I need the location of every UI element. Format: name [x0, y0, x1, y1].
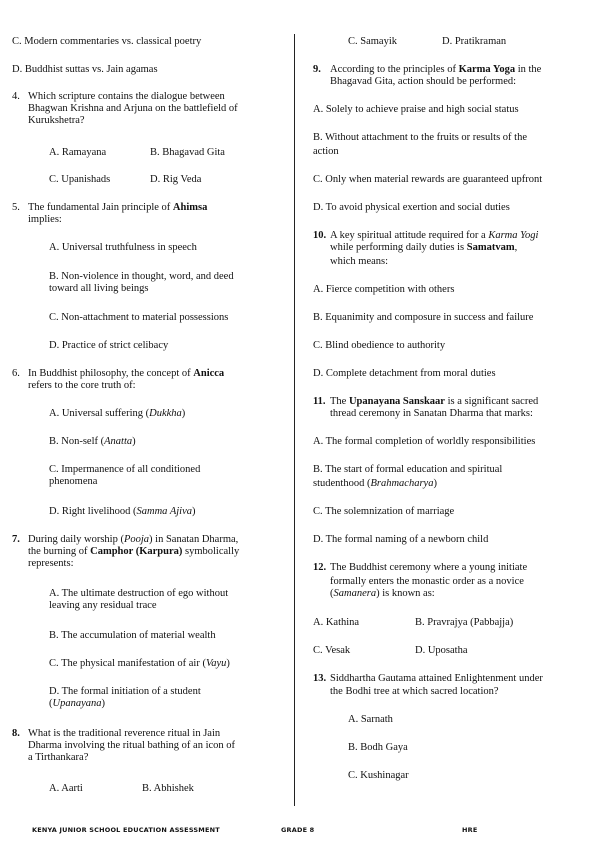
- q5-option-d: D. Practice of strict celibacy: [49, 340, 169, 351]
- q11-line2: thread ceremony in Sanatan Dharma that marks:: [330, 408, 533, 419]
- q5-option-b-line2: toward all living beings: [49, 283, 149, 294]
- q4-option-d: D. Rig Veda: [150, 174, 202, 185]
- q8-line3: a Tirthankara?: [28, 752, 89, 763]
- q12-option-b: B. Pravrajya (Pabbajja): [415, 617, 514, 628]
- q13-option-b: B. Bodh Gaya: [348, 742, 408, 753]
- footer-subject: HRE: [462, 826, 478, 834]
- q13-line2: the Bodhi tree at which sacred location?: [330, 686, 499, 697]
- q11-option-c: C. The solemnization of marriage: [313, 506, 455, 517]
- q6-option-b: B. Non-self (Anatta): [49, 436, 136, 447]
- q9-option-c: C. Only when material rewards are guaranteed upfront: [313, 174, 543, 185]
- q9-option-a: A. Solely to achieve praise and high social status: [313, 104, 519, 115]
- q4-number: 4.: [12, 91, 20, 102]
- q5-line1: The fundamental Jain principle of Ahimsa: [28, 202, 208, 213]
- q13-number: 13.: [313, 673, 327, 684]
- q8-option-c: C. Samayik: [348, 36, 397, 47]
- q5-option-a: A. Universal truthfulness in speech: [49, 242, 197, 253]
- q5-number: 5.: [12, 202, 20, 213]
- q4-option-c: C. Upanishads: [49, 174, 111, 185]
- q7-option-a-line2: leaving any residual trace: [49, 600, 157, 611]
- footer-school: KENYA JUNIOR SCHOOL EDUCATION ASSESSMENT: [32, 826, 220, 834]
- q9-line1: According to the principles of Karma Yoga in the: [330, 64, 542, 75]
- q11-option-a: A. The formal completion of worldly responsibilities: [313, 436, 536, 447]
- q10-option-b: B. Equanimity and composure in success and failure: [313, 312, 534, 323]
- q12-option-a: A. Kathina: [313, 617, 360, 628]
- q11-option-b-line2: studenthood (Brahmacharya): [313, 478, 437, 489]
- q10-line2: while performing daily duties is Samatvam,: [330, 242, 518, 253]
- q6-option-a: A. Universal suffering (Dukkha): [49, 408, 186, 419]
- q7-line2: the burning of Camphor (Karpura) symbolically: [28, 546, 240, 557]
- q10-option-a: A. Fierce competition with others: [313, 284, 455, 295]
- q12-number: 12.: [313, 562, 327, 573]
- q13-line1: Siddhartha Gautama attained Enlightenment under: [330, 673, 543, 684]
- q10-option-d: D. Complete detachment from moral duties: [313, 368, 496, 379]
- q8-line2: Dharma involving the ritual bathing of an icon of: [28, 740, 236, 751]
- q6-number: 6.: [12, 368, 20, 379]
- q6-option-d: D. Right livelihood (Samma Ajiva): [49, 506, 196, 517]
- q9-option-b-line2: action: [313, 146, 339, 157]
- q4-option-a: A. Ramayana: [49, 147, 107, 158]
- q12-option-c: C. Vesak: [313, 645, 351, 656]
- q10-number: 10.: [313, 230, 327, 241]
- q11-option-b-line1: B. The start of formal education and spiritual: [313, 464, 503, 475]
- footer-grade: GRADE 8: [281, 826, 315, 834]
- q7-number: 7.: [12, 534, 20, 545]
- q8-option-a: A. Aarti: [49, 783, 83, 794]
- q11-number: 11.: [313, 396, 326, 407]
- q7-line3: represents:: [28, 558, 74, 569]
- q8-option-b: B. Abhishek: [142, 783, 194, 794]
- q9-line2: Bhagavad Gita, action should be performed:: [330, 76, 517, 87]
- q6-option-c-line1: C. Impermanence of all conditioned: [49, 464, 201, 475]
- q4-option-b: B. Bhagavad Gita: [150, 147, 225, 158]
- q8-option-d: D. Pratikraman: [442, 36, 507, 47]
- q12-option-d: D. Uposatha: [415, 645, 468, 656]
- q9-number: 9.: [313, 64, 321, 75]
- q4-line1: Which scripture contains the dialogue between: [28, 91, 225, 102]
- column-divider: [294, 34, 295, 806]
- q13-option-c: C. Kushinagar: [348, 770, 409, 781]
- q10-line3: which means:: [330, 256, 389, 267]
- q7-option-b: B. The accumulation of material wealth: [49, 630, 216, 641]
- q9-option-d: D. To avoid physical exertion and social duties: [313, 202, 510, 213]
- q13-option-a: A. Sarnath: [348, 714, 393, 725]
- q6-line2: refers to the core truth of:: [28, 380, 136, 391]
- q12-line2: formally enters the monastic order as a novice: [330, 576, 524, 587]
- q8-line1: What is the traditional reverence ritual in Jain: [28, 728, 221, 739]
- q7-option-c: C. The physical manifestation of air (Vayu): [49, 658, 230, 669]
- q6-option-c-line2: phenomena: [49, 476, 98, 487]
- q5-line2: implies:: [28, 214, 62, 225]
- q5-option-b-line1: B. Non-violence in thought, word, and deed: [49, 271, 234, 282]
- q10-line1: A key spiritual attitude required for a Karma Yogi: [330, 230, 539, 241]
- q11-option-d: D. The formal naming of a newborn child: [313, 534, 489, 545]
- q12-line1: The Buddhist ceremony where a young initiate: [330, 562, 528, 573]
- q7-option-d-line1: D. The formal initiation of a student: [49, 686, 201, 697]
- q7-option-a-line1: A. The ultimate destruction of ego without: [49, 588, 229, 599]
- q9-option-b-line1: B. Without attachment to the fruits or results of the: [313, 132, 528, 143]
- q7-option-d-line2: (Upanayana): [49, 698, 105, 709]
- q7-line1: During daily worship (Pooja) in Sanatan Dharma,: [28, 534, 239, 545]
- option-d-prev: D. Buddhist suttas vs. Jain agamas: [12, 64, 158, 75]
- q10-option-c: C. Blind obedience to authority: [313, 340, 446, 351]
- q4-line3: Kurukshetra?: [28, 115, 85, 126]
- q5-option-c: C. Non-attachment to material possessions: [49, 312, 229, 323]
- q11-line1: The Upanayana Sanskaar is a significant sacred: [330, 396, 539, 407]
- q6-line1: In Buddhist philosophy, the concept of Anicca: [28, 368, 225, 379]
- q4-line2: Bhagwan Krishna and Arjuna on the battlefield of: [28, 103, 238, 114]
- q8-number: 8.: [12, 728, 20, 739]
- q12-line3: (Samanera) is known as:: [330, 588, 435, 599]
- option-c-prev: C. Modern commentaries vs. classical poetry: [12, 36, 202, 47]
